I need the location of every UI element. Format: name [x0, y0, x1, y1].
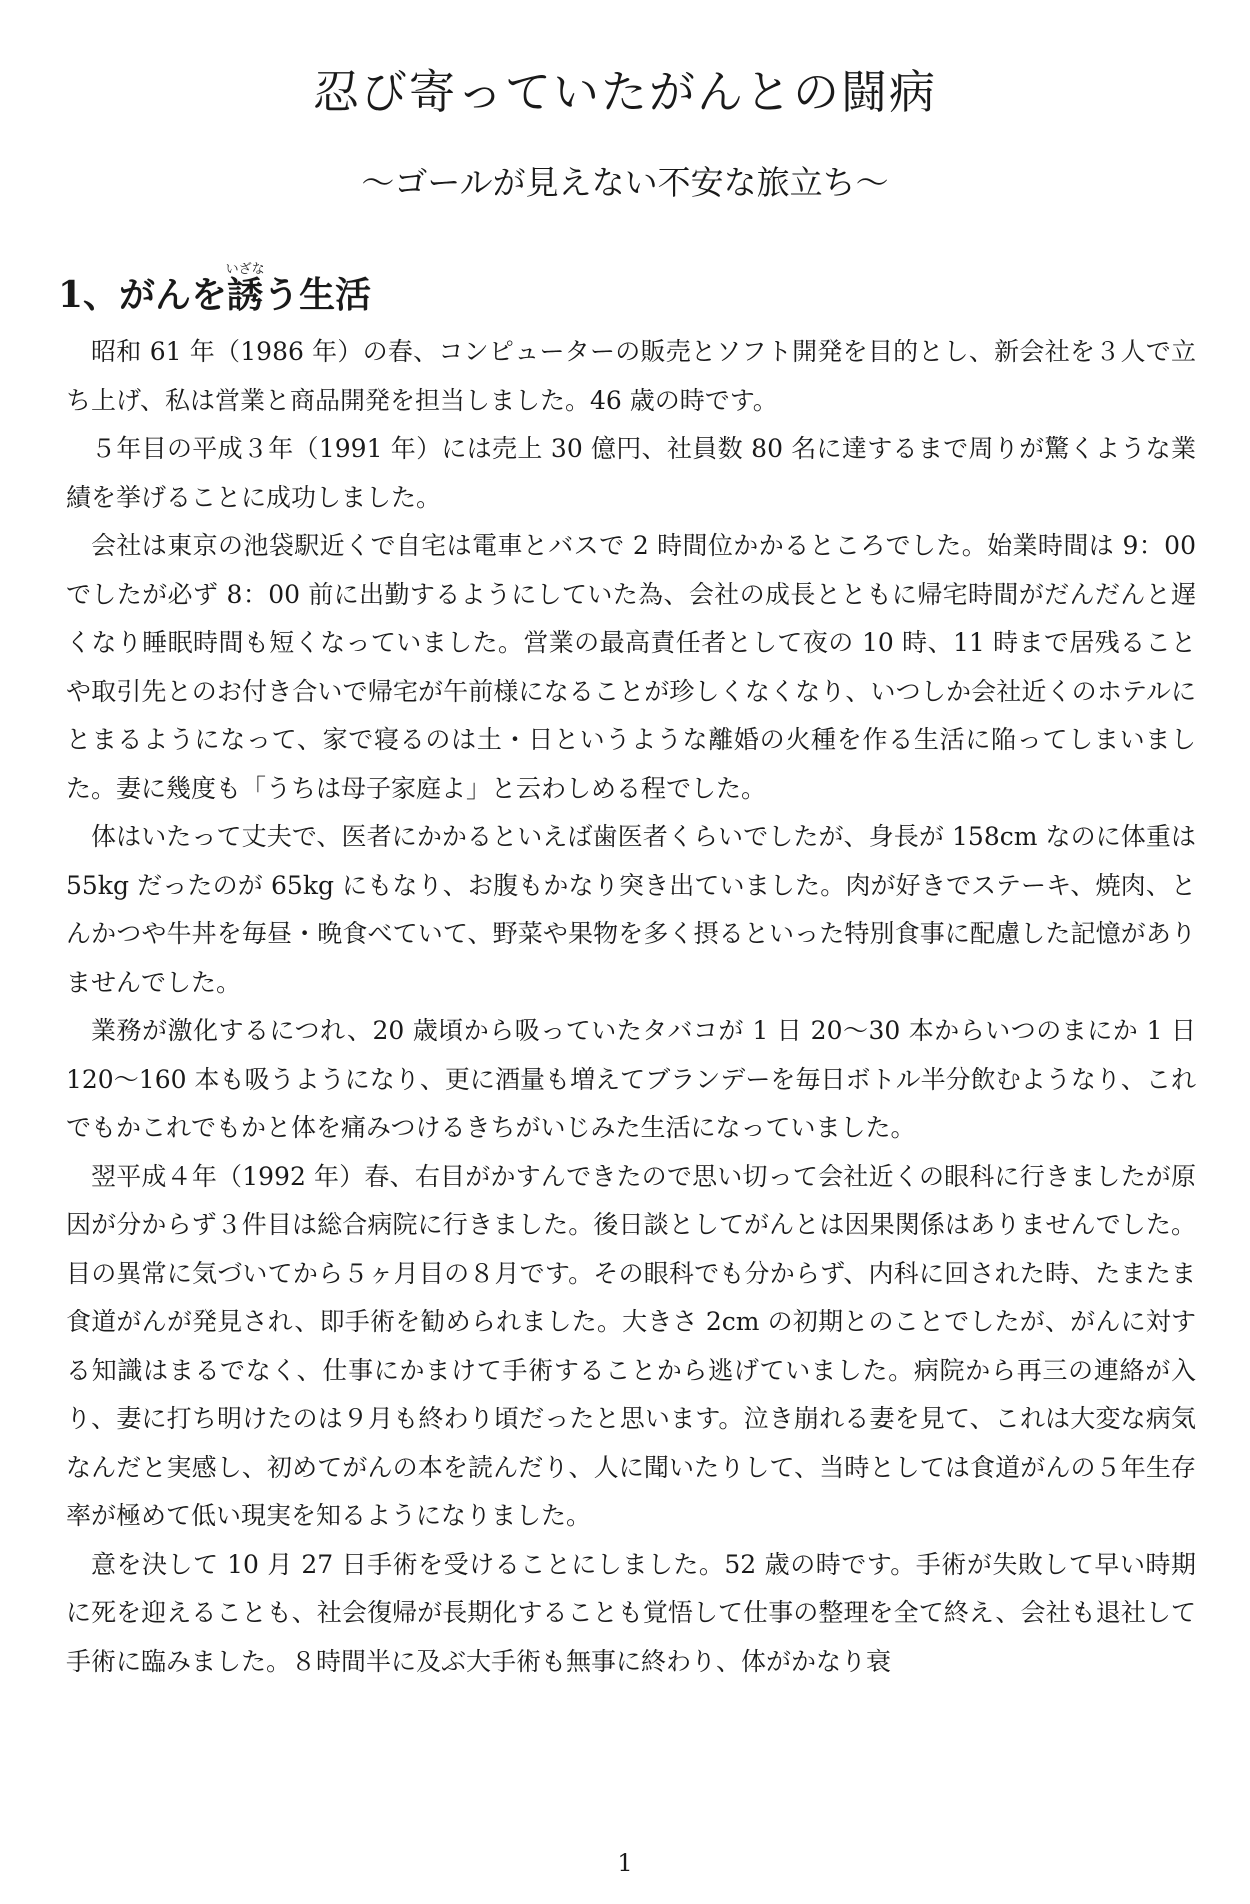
paragraph: 業務が激化するにつれ、20 歳頃から吸っていたタバコが 1 日 20～30 本からいつのまにか 1 日 120～160 本も吸うようになり、更に酒量も増えてブランデーを毎日ボトル半分飲むようなり、これでもかこれでもかと体を痛みつけるきちがいじみた生活になっていました。 — [66, 1016, 1196, 1142]
section-heading-suffix: う生活 — [263, 274, 372, 316]
document-title: 忍び寄っていたがんとの闘病 — [313, 65, 937, 119]
section-heading-ruby — [225, 262, 265, 316]
paragraph: 昭和 61 年（1986 年）の春、コンピューターの販売とソフト開発を目的とし、新会社を３人で立ち上げ、私は営業と商品開発を担当しました。46 歳の時です。 — [66, 337, 1196, 415]
paragraph: ５年目の平成３年（1991 年）には売上 30 億円、社員数 80 名に達するまで周りが驚くような業績を挙げることに成功しました。 — [66, 434, 1196, 512]
paragraph: 意を決して 10 月 27 日手術を受けることにしました。52 歳の時です。手術が失敗して早い時期に死を迎えることも、社会復帰が長期化することも覚悟して仕事の整理を全て終え、会社も退社して手術に臨みました。８時間半に及ぶ大手術も無事に終わり、体がかなり衰 — [66, 1549, 1196, 1676]
paragraph: 会社は東京の池袋駅近くで自宅は電車とバスで 2 時間位かかるところでした。始業時間は 9：00 でしたが必ず 8：00 前に出勤するようにしていた為、会社の成長とともに帰宅時間がだんだんと遅くなり睡眠時間も短くなっていました。営業の最高責任者として夜の 10 時、11 時まで居残ることや取引先とのお付き合いで帰宅が午前様になることが珍しくなくなり、いつしか会社近くのホテルにとまるようになって、家で寝るのは土・日というような離婚の火種を作る生活に陥ってしまいました。妻に幾度も「うちは母子家庭よ」と云わしめる程でした。 — [66, 531, 1196, 803]
body-text — [66, 328, 1196, 1686]
page-number: 1 — [617, 1849, 633, 1877]
paragraph: 体はいたって丈夫で、医者にかかるといえば歯医者くらいでしたが、身長が 158cm なのに体重は 55kg だったのが 65kg にもなり、お腹もかなり突き出ていました。肉が好きでステーキ、焼肉、とんかつや牛丼を毎昼・晩食べていて、野菜や果物を多く摂るといった特別食事に配慮した記憶がありませんでした。 — [66, 822, 1196, 997]
section-heading-prefix: 1、がんを — [58, 274, 228, 316]
section-heading-ruby-reading: いざな — [225, 262, 265, 277]
document-subtitle: ～ゴールが見えない不安な旅立ち～ — [361, 163, 889, 202]
section-heading — [58, 262, 371, 321]
section-heading-ruby-base: 誘 — [225, 274, 265, 316]
paragraph: 翌平成４年（1992 年）春、右目がかすんできたので思い切って会社近くの眼科に行きましたが原因が分からず３件目は総合病院に行きました。後日談としてがんとは因果関係はありませんでした。目の異常に気づいてから５ヶ月目の８月です。その眼科でも分からず、内科に回された時、たまたま食道がんが発見され、即手術を勧められました。大きさ 2cm の初期とのことでしたが、がんに対する知識はまるでなく、仕事にかまけて手術することから逃げていました。病院から再三の連絡が入り、妻に打ち明けたのは９月も終わり頃だったと思います。泣き崩れる妻を見て、これは大変な病気なんだと実感し、初めてがんの本を読んだり、人に聞いたりして、当時としては食道がんの５年生存率が極めて低い現実を知るようになりました。 — [66, 1161, 1196, 1530]
